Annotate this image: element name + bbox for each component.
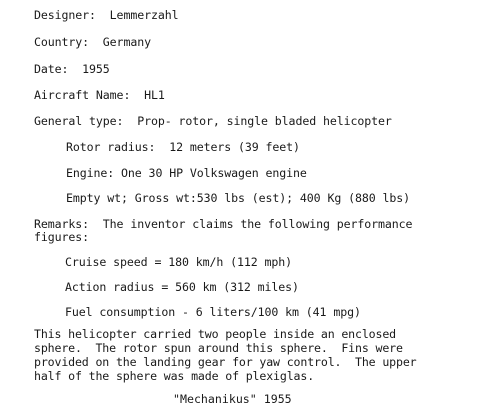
action-radius-line: Action radius = 560 km (312 miles) xyxy=(65,280,299,294)
description-paragraph xyxy=(34,327,494,383)
cruise-speed-line: Cruise speed = 180 km/h (112 mph) xyxy=(65,255,293,269)
country-line: Country: Germany xyxy=(34,35,151,49)
source-citation: "Mechanikus" 1955 xyxy=(173,392,292,406)
date-line: Date: 1955 xyxy=(34,62,110,76)
fuel-consumption-line: Fuel consumption - 6 liters/100 km (41 mpg) xyxy=(65,305,361,319)
remarks-line-1: Remarks: The inventor claims the following performance xyxy=(34,217,413,231)
description-line: half of the sphere was made of plexiglas. xyxy=(34,369,315,383)
rotor-radius-line: Rotor radius: 12 meters (39 feet) xyxy=(66,140,300,154)
general-type-line: General type: Prop- rotor, single bladed helicopter xyxy=(34,114,392,128)
designer-line: Designer: Lemmerzahl xyxy=(34,8,179,22)
weights-line: Empty wt; Gross wt:530 lbs (est); 400 Kg (880 lbs) xyxy=(66,191,411,205)
description-line: This helicopter carried two people inside an enclosed xyxy=(34,327,396,341)
description-line: sphere. The rotor spun around this sphere. Fins were xyxy=(34,341,403,355)
description-line: provided on the landing gear for yaw control. The upper xyxy=(34,355,417,369)
aircraft-name-line: Aircraft Name: HL1 xyxy=(34,88,165,102)
remarks-line-2: figures: xyxy=(34,230,90,244)
engine-line: Engine: One 30 HP Volkswagen engine xyxy=(66,166,307,180)
